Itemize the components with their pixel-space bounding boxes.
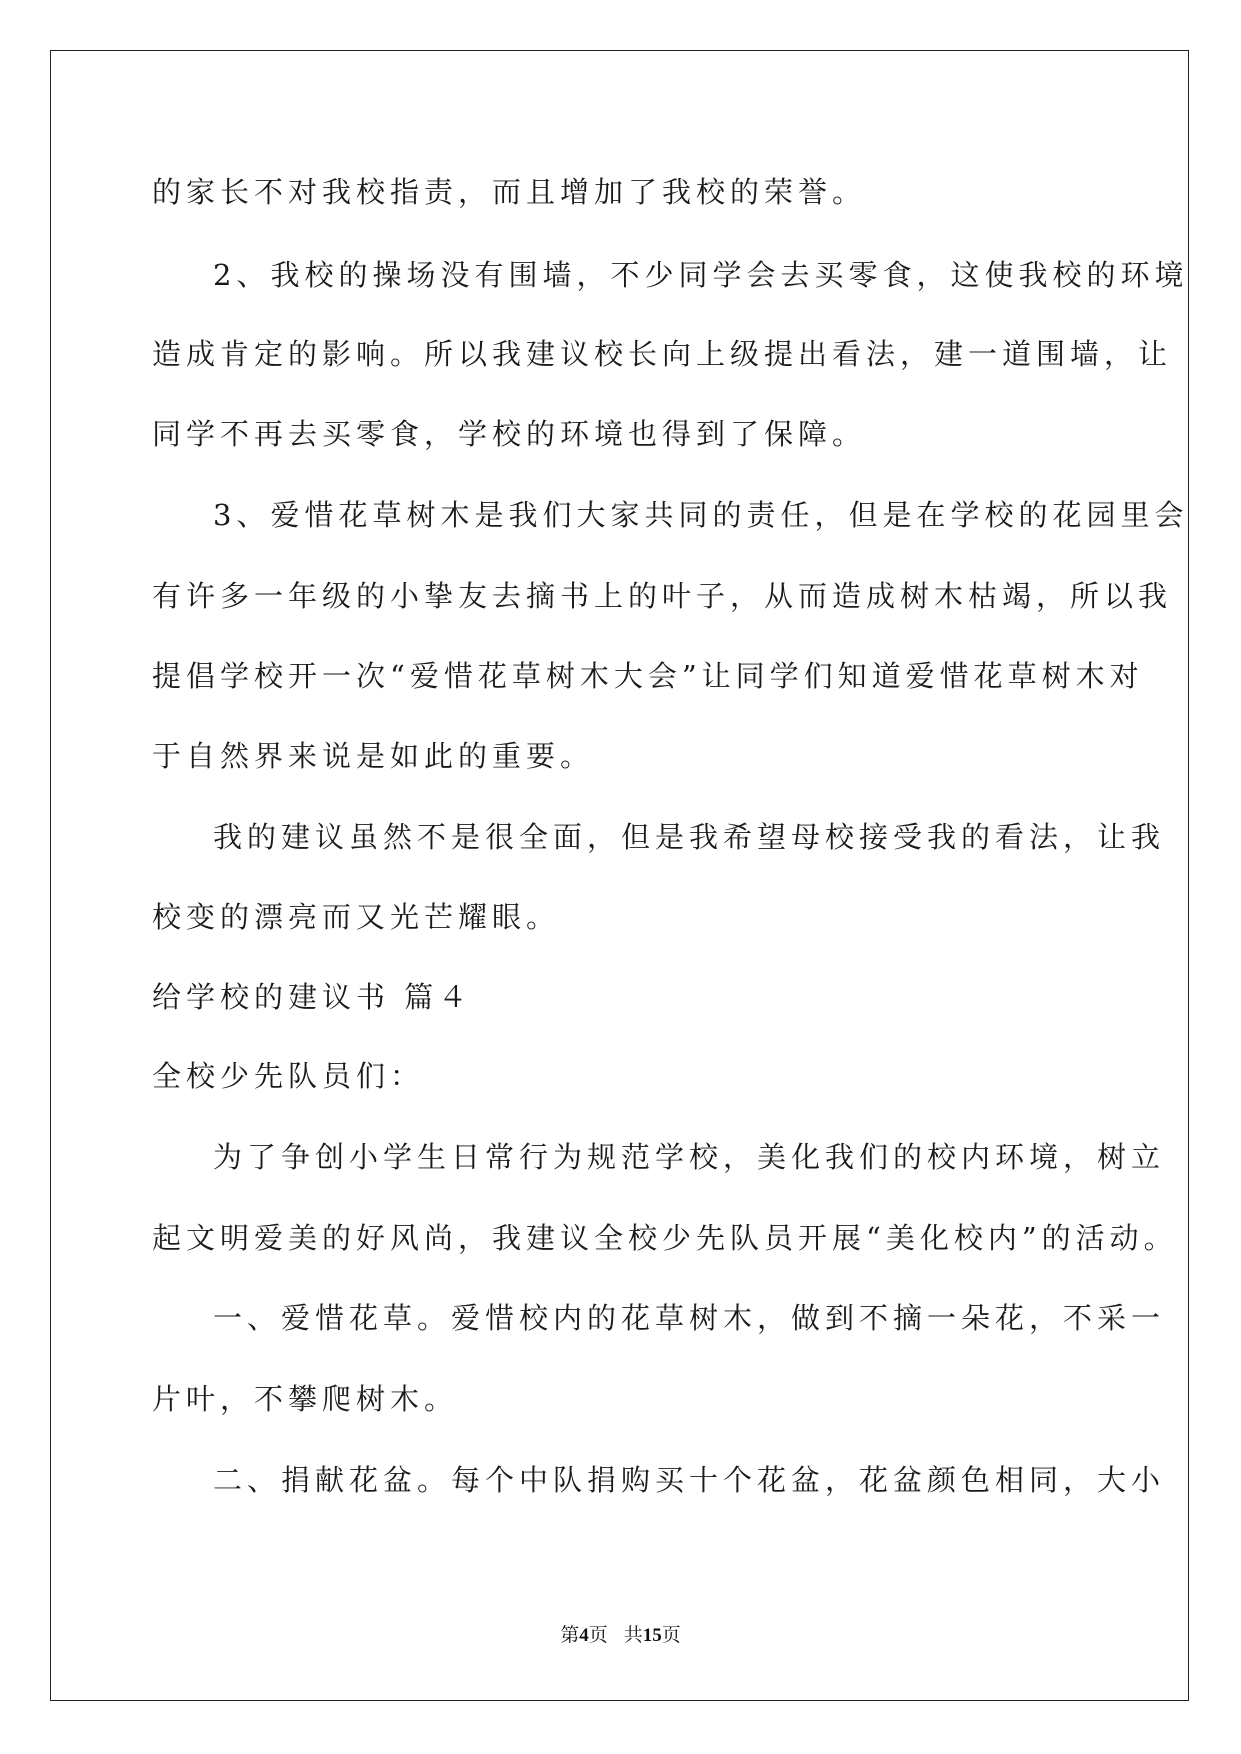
text-line: 3、爱惜花草树木是我们大家共同的责任，但是在学校的花园里会: [213, 498, 1189, 532]
page-number: 4: [579, 1625, 589, 1646]
text-line: 片叶，不攀爬树木。: [152, 1382, 459, 1416]
text-line: 校变的漂亮而又光芒耀眼。: [152, 900, 561, 934]
page-frame: [50, 50, 1189, 1701]
text-line: 提倡学校开一次“爱惜花草树木大会”让同学们知道爱惜花草树木对: [152, 659, 1144, 693]
page-prefix: 第: [560, 1624, 580, 1646]
page-footer: [0, 1626, 1241, 1645]
text-line: 造成肯定的影响。所以我建议校长向上级提出看法，建一道围墙，让: [152, 337, 1173, 371]
text-line: 我的建议虽然不是很全面，但是我希望母校接受我的看法，让我: [213, 820, 1166, 854]
section-heading: 给学校的建议书 篇４: [152, 980, 473, 1014]
total-prefix: 共: [623, 1624, 643, 1646]
text-line: 起文明爱美的好风尚，我建议全校少先队员开展“美化校内”的活动。: [152, 1221, 1178, 1255]
total-pages: 15: [642, 1625, 662, 1646]
text-line: 于自然界来说是如此的重要。: [152, 739, 595, 773]
text-line: 有许多一年级的小挚友去摘书上的叶子，从而造成树木枯竭，所以我: [152, 579, 1173, 613]
text-line: 的家长不对我校指责，而且增加了我校的荣誉。: [152, 175, 867, 209]
text-line: 同学不再去买零食，学校的环境也得到了保障。: [152, 417, 867, 451]
text-line: 2、我校的操场没有围墙，不少同学会去买零食，这使我校的环境: [213, 258, 1189, 292]
salutation: 全校少先队员们：: [152, 1059, 425, 1093]
text-line: 一、爱惜花草。爱惜校内的花草树木，做到不摘一朵花，不采一: [213, 1301, 1166, 1335]
total-suffix: 页: [661, 1624, 681, 1646]
text-line: 为了争创小学生日常行为规范学校，美化我们的校内环境，树立: [213, 1140, 1166, 1174]
page-suffix: 页: [588, 1624, 608, 1646]
text-line: 二、捐献花盆。每个中队捐购买十个花盆，花盆颜色相同，大小: [213, 1463, 1166, 1497]
